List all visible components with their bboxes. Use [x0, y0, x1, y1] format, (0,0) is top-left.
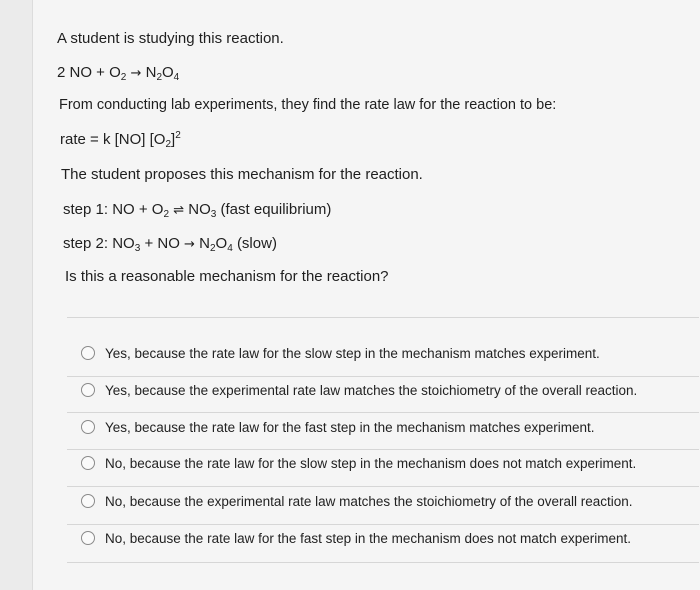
question-card [32, 0, 700, 590]
reaction-equation [57, 64, 179, 81]
divider [67, 524, 699, 525]
step2-lead: step 2: NO [63, 235, 135, 252]
option-label: No, because the rate law for the fast step in the mechanism does not match experiment. [105, 530, 632, 546]
radio-button-icon[interactable] [81, 346, 95, 360]
step1-note: (fast equilibrium) [220, 201, 332, 218]
divider [67, 412, 699, 413]
option-2[interactable] [81, 378, 637, 402]
radio-button-icon[interactable] [81, 531, 95, 545]
option-1[interactable] [81, 341, 600, 365]
lab-text: From conducting lab experiments, they find the rate law for the reaction to be: [59, 97, 557, 113]
step2-product-n: N [199, 235, 210, 252]
rate-close-bracket: ] [171, 131, 176, 148]
intro-text: A student is studying this reaction. [57, 30, 284, 47]
option-4[interactable] [81, 451, 636, 475]
radio-button-icon[interactable] [81, 494, 95, 508]
option-6[interactable] [81, 526, 631, 550]
rate-law [60, 131, 181, 148]
step1-reactants: step 1: NO + O [63, 201, 164, 218]
option-5[interactable] [81, 489, 633, 513]
step1-product: NO [188, 201, 211, 218]
option-label: Yes, because the rate law for the slow step in the mechanism matches experiment. [105, 345, 600, 361]
radio-button-icon[interactable] [81, 420, 95, 434]
divider [67, 486, 699, 487]
product-n: N [145, 64, 157, 81]
option-label: Yes, because the experimental rate law matches the stoichiometry of the overall reaction. [105, 382, 638, 398]
proposal-text: The student proposes this mechanism for the reaction. [61, 166, 423, 183]
step2-product-o: O [215, 235, 228, 252]
step1-product-subscript: 3 [210, 209, 217, 220]
radio-button-icon[interactable] [81, 383, 95, 397]
divider [67, 562, 699, 563]
step2-arrow: → [184, 237, 195, 252]
radio-button-icon[interactable] [81, 456, 95, 470]
reaction-arrow: → [130, 66, 142, 81]
step2-reactant-no: + NO [144, 235, 180, 252]
option-label: Yes, because the rate law for the fast step in the mechanism matches experiment. [105, 419, 595, 435]
product-o: O [162, 64, 174, 81]
step2-product-sub-1: 2 [209, 243, 216, 254]
product-sub-1: 2 [156, 72, 162, 83]
option-label: No, because the rate law for the slow step in the mechanism does not match experiment. [105, 455, 637, 471]
divider [67, 317, 699, 318]
step2-lead-subscript: 3 [134, 243, 141, 254]
o2-subscript: 2 [120, 72, 127, 83]
step1-o2-subscript: 2 [163, 209, 170, 220]
step2-product-sub-2: 4 [227, 243, 233, 254]
rate-o2-subscript: 2 [165, 139, 172, 150]
rate-exponent: 2 [175, 130, 181, 141]
equilibrium-arrow: ⇌ [173, 203, 185, 218]
option-3[interactable] [81, 415, 595, 439]
option-label: No, because the experimental rate law matches the stoichiometry of the overall reaction. [105, 493, 633, 509]
product-sub-2: 4 [173, 72, 180, 83]
divider [67, 376, 699, 377]
reaction-reactants: 2 NO + O [57, 64, 121, 81]
step2-note: (slow) [236, 235, 277, 252]
mechanism-step-2 [63, 235, 277, 252]
divider [67, 449, 699, 450]
question-prompt: Is this a reasonable mechanism for the reaction? [65, 268, 389, 285]
rate-prefix: rate = k [NO] [O [60, 131, 166, 148]
mechanism-step-1 [63, 201, 331, 218]
